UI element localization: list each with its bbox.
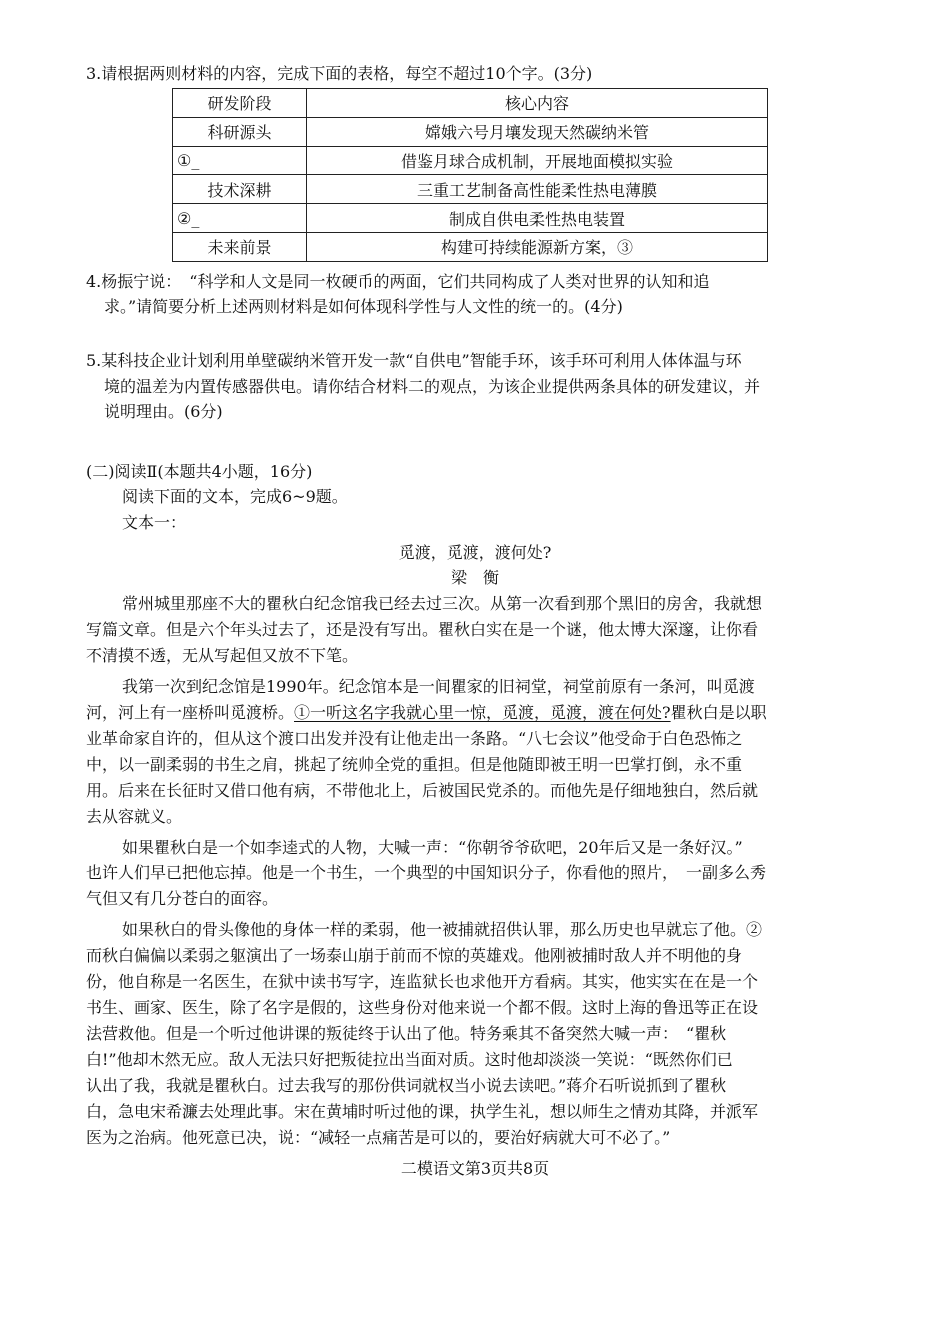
table-header-row xyxy=(173,89,768,118)
table-cell-content: 嫦娥六号月壤发现天然碳纳米管 xyxy=(307,117,768,146)
paragraph-4-line-5: 法营救他。但是一个听过他讲课的叛徒终于认出了他。特务乘其不备突然大喊一声： “瞿秋 xyxy=(86,1024,727,1043)
table-row xyxy=(173,117,768,146)
paragraph-3-line-1: 如果瞿秋白是一个如李逵式的人物，大喊一声：“你朝爷爷砍吧，20年后又是一条好汉。” xyxy=(122,838,743,857)
paragraph-2-line-5: 用。后来在长征时又借口他有病，不带他北上，后被国民党杀的。而他先是仔细地独白，然后就 xyxy=(86,781,759,800)
underlined-sentence-1: ①一听这名字我就心里一惊，觅渡，觅渡，渡在何处? xyxy=(294,703,671,722)
paragraph-2-line-6: 去从容就义。 xyxy=(86,807,183,826)
paragraph-1-line-3: 不清摸不透，无从写起但又放不下笔。 xyxy=(86,646,359,665)
paragraph-2-line-4: 中，以一副柔弱的书生之肩，挑起了统帅全党的重担。但是他随即被王明一巴掌打倒，永不重 xyxy=(86,755,743,774)
table-cell-content: 制成自供电柔性热电装置 xyxy=(307,204,768,233)
table-cell-stage: 技术深耕 xyxy=(173,175,307,204)
article-author: 梁 衡 xyxy=(450,568,499,587)
table-cell-stage: 未来前景 xyxy=(173,232,307,261)
paragraph-4-line-2: 而秋白偏偏以柔弱之躯演出了一场泰山崩于前而不惊的英雄戏。他刚被捕时敌人并不明他的身 xyxy=(86,946,743,965)
question-4-line-2: 求。”请简要分析上述两则材料是如何体现科学性与人文性的统一的。(4分) xyxy=(104,297,623,316)
table-cell-stage: 科研源头 xyxy=(173,117,307,146)
paragraph-1-line-2: 写篇文章。但是六个年头过去了，还是没有写出。瞿秋白实在是一个谜，他太博大深邃，让你看 xyxy=(86,620,759,639)
paragraph-2-line-1: 我第一次到纪念馆是1990年。纪念馆本是一间瞿家的旧祠堂，祠堂前原有一条河，叫觅渡 xyxy=(122,677,755,696)
paragraph-4-line-1: 如果秋白的骨头像他的身体一样的柔弱，他一被捕就招供认罪，那么历史也早就忘了他。② xyxy=(122,920,763,939)
paragraph-4-line-9: 医为之治病。他死意已决，说：“减轻一点痛苦是可以的，要治好病就大可不必了。” xyxy=(86,1128,671,1147)
paragraph-3-line-2: 也许人们早已把他忘掉。他是一个书生，一个典型的中国知识分子，你看他的照片， 一副多么秀 xyxy=(86,863,767,882)
paragraph-2-text: 河，河上有一座桥叫觅渡桥。 xyxy=(86,703,295,722)
table-row xyxy=(173,204,768,233)
paragraph-1-line-1: 常州城里那座不大的瞿秋白纪念馆我已经去过三次。从第一次看到那个黑旧的房舍，我就想 xyxy=(122,594,763,613)
table-cell-content: 借鉴月球合成机制，开展地面模拟实验 xyxy=(307,146,768,175)
paragraph-4-line-8: 白，急电宋希濂去处理此事。宋在黄埔时听过他的课，执学生礼，想以师生之情劝其降，并派军 xyxy=(86,1102,759,1121)
question-3-prompt: 3.请根据两则材料的内容，完成下面的表格，每空不超过10个字。(3分) xyxy=(86,64,593,83)
question-5-line-3: 说明理由。(6分) xyxy=(104,402,223,421)
section-heading: (二)阅读Ⅱ(本题共4小题，16分) xyxy=(86,462,313,481)
page-footer: 二模语文第3页共8页 xyxy=(400,1159,550,1178)
table-row xyxy=(173,232,768,261)
paragraph-4-line-4: 书生、画家、医生，除了名字是假的，这些身份对他来说一个都不假。这时上海的鲁迅等正在设 xyxy=(86,998,759,1017)
paragraph-4-line-6: 白!”他却木然无应。敌人无法只好把叛徒拉出当面对质。这时他却淡淡一笑说：“既然你们已 xyxy=(86,1050,733,1069)
paragraph-4-line-3: 份，他自称是一名医生，在狱中读书写字，连监狱长也求他开方看病。其实，他实实在在是一个 xyxy=(86,972,759,991)
article-title: 觅渡，觅渡，渡何处? xyxy=(398,543,552,562)
table-header-stage: 研发阶段 xyxy=(173,89,307,118)
text-one-label: 文本一： xyxy=(122,513,187,532)
table-cell-content: 三重工艺制备高性能柔性热电薄膜 xyxy=(307,175,768,204)
paragraph-2-line-2 xyxy=(86,703,767,723)
question-4-line-1: 4.杨振宁说： “科学和人文是同一枚硬币的两面，它们共同构成了人类对世界的认知和追 xyxy=(86,272,710,291)
research-stage-table xyxy=(172,88,768,262)
paragraph-2-line-3: 业革命家自许的，但从这个渡口出发并没有让他走出一条路。“八七会议”他受命于白色恐怖之 xyxy=(86,729,743,748)
table-header-content: 核心内容 xyxy=(307,89,768,118)
table-cell-stage-blank-2: ②_ xyxy=(173,204,307,233)
table-cell-content-blank-3: 构建可持续能源新方案，③ xyxy=(307,232,768,261)
table-row xyxy=(173,146,768,175)
question-5-line-1: 5.某科技企业计划利用单壁碳纳米管开发一款“自供电”智能手环，该手环可利用人体体温与环 xyxy=(86,351,742,370)
table-row xyxy=(173,175,768,204)
reading-instruction: 阅读下面的文本，完成6~9题。 xyxy=(122,487,348,506)
question-5-line-2: 境的温差为内置传感器供电。请你结合材料二的观点，为该企业提供两条具体的研发建议，并 xyxy=(104,377,761,396)
paragraph-4-line-7: 认出了我，我就是瞿秋白。过去我写的那份供词就权当小说去读吧。”蒋介石听说抓到了瞿秋 xyxy=(86,1076,727,1095)
paragraph-3-line-3: 气但又有几分苍白的面容。 xyxy=(86,889,279,908)
paragraph-2-text: 瞿秋白是以职 xyxy=(670,703,767,722)
table-cell-stage-blank-1: ①_ xyxy=(173,146,307,175)
